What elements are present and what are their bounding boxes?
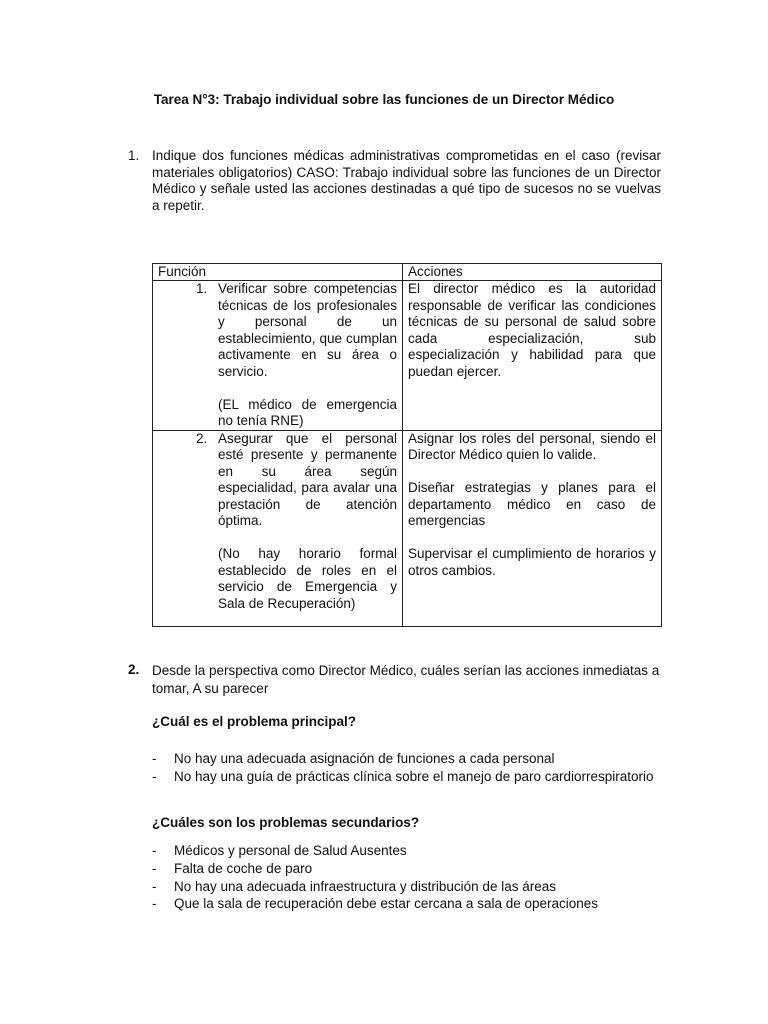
list-item: - No hay una adecuada asignación de funciones a cada personal bbox=[152, 751, 555, 766]
action-text: Asignar los roles del personal, siendo el Director Médico quien lo valide. bbox=[408, 430, 656, 462]
function-number: 1. bbox=[196, 281, 208, 296]
actions-cell bbox=[403, 430, 662, 626]
bullet-dash: - bbox=[152, 843, 157, 858]
functions-table bbox=[152, 263, 662, 627]
action-text: El director médico es la autoridad responsable de verificar las condiciones técnicas de su personal de salud sobre cada especialización, sub especialización y habilidad para que puedan ejercer. bbox=[408, 281, 656, 379]
main-problem-list bbox=[152, 750, 661, 786]
function-text: Verificar sobre competencias técnicas de los profesionales y personal de un establecimiento, que cumplan activamente en su área o servicio. bbox=[218, 281, 397, 379]
bullet-dash: - bbox=[152, 896, 157, 912]
list-item: - No hay una adecuada infraestructura y distribución de las áreas bbox=[152, 878, 556, 894]
bullet-dash: - bbox=[152, 878, 157, 894]
function-note: (EL médico de emergencia no tenía RNE) bbox=[218, 396, 397, 428]
actions-cell bbox=[403, 281, 662, 431]
function-note: (No hay horario formal establecido de roles en el servicio de Emergencia y Sala de Recuperación) bbox=[218, 546, 397, 611]
secondary-problems-heading: ¿Cuáles son los problemas secundarios? bbox=[152, 815, 420, 830]
table-header-row bbox=[153, 264, 662, 281]
bullet-dash: - bbox=[152, 751, 157, 766]
question-1-number: 1. bbox=[128, 148, 140, 163]
list-item: - Médicos y personal de Salud Ausentes bbox=[152, 843, 407, 858]
function-text: Asegurar que el personal esté presente y permanente en su área según especialidad, para avalar una prestación de atención óptima. bbox=[218, 430, 397, 528]
bullet-dash: - bbox=[152, 768, 157, 784]
function-cell bbox=[153, 281, 403, 431]
table-row bbox=[153, 430, 662, 626]
function-cell bbox=[153, 430, 403, 626]
list-item: - Que la sala de recuperación debe estar cercana a sala de operaciones bbox=[152, 896, 599, 912]
header-acciones: Acciones bbox=[403, 264, 662, 281]
action-text: Diseñar estrategias y planes para el departamento médico en caso de emergencias bbox=[408, 480, 656, 528]
list-item: - No hay una guía de prácticas clínica sobre el manejo de paro cardiorrespiratorio bbox=[152, 768, 654, 784]
list-item: - Falta de coche de paro bbox=[152, 860, 313, 876]
header-funcion: Función bbox=[153, 264, 403, 281]
main-problem-heading: ¿Cuál es el problema principal? bbox=[152, 714, 357, 729]
question-2-number: 2. bbox=[128, 662, 140, 677]
question-1-text: Indique dos funciones médicas administrativas comprometidas en el caso (revisar materiales obligatorios) CASO: Trabajo individual sobre las funciones de un Director Médico y señale usted las acciones destinadas a qué tipo de sucesos no se vuelvas a repetir. bbox=[152, 148, 661, 213]
table-row bbox=[153, 281, 662, 431]
bullet-dash: - bbox=[152, 860, 157, 876]
action-text: Supervisar el cumplimiento de horarios y otros cambios. bbox=[408, 546, 656, 578]
question-2-text: Desde la perspectiva como Director Médico, cuáles serían las acciones inmediatas a tomar, A su parecer bbox=[152, 663, 660, 696]
function-number: 2. bbox=[196, 430, 208, 446]
secondary-problems-list bbox=[152, 842, 661, 913]
document-title: Tarea N°3: Trabajo individual sobre las funciones de un Director Médico bbox=[153, 92, 615, 107]
